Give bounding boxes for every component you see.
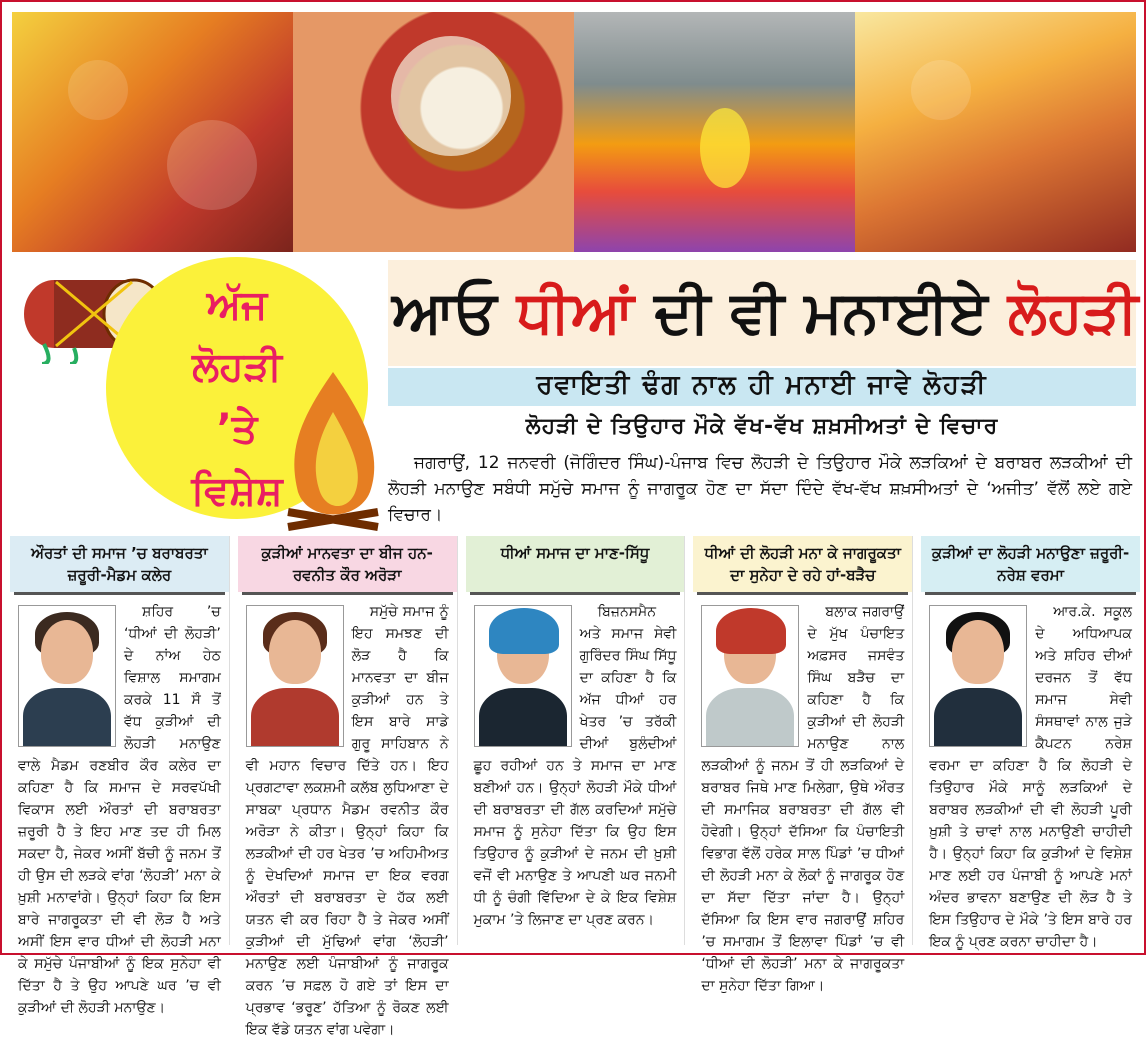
column-5	[921, 536, 1140, 950]
opinion-columns	[10, 536, 1140, 1038]
column-body: ਆਰ.ਕੇ. ਸਕੂਲ ਦੇ ਅਧਿਆਪਕ ਅਤੇ ਸ਼ਹਿਰ ਦੀਆਂ ਦਰਜਨ ਤੋਂ ਵੱਧ ਸਮਾਜ ਸੇਵੀ ਸੰਸਥਾਵਾਂ ਨਾਲ ਜੁੜੇ ਕੈਪਟਨ ਨਰੇਸ਼ ਵਰਮਾ ਦਾ ਕਹਿਣਾ ਹੈ ਕਿ ਲੋਹੜੀ ਦੇ ਤਿਉਹਾਰ ਮੌਕੇ ਸਾਨੂੰ ਲੜਕਿਆਂ ਦੇ ਬਰਾਬਰ ਲੜਕੀਆਂ ਦੀ ਵੀ ਲੋਹੜੀ ਪੂਰੀ ਖ਼ੁਸ਼ੀ ਤੇ ਚਾਵਾਂ ਨਾਲ ਮਨਾਉਣੀ ਚਾਹੀਦੀ ਹੈ। ਉਨ੍ਹਾਂ ਕਿਹਾ ਕਿ ਕੁੜੀਆਂ ਦੇ ਵਿਸ਼ੇਸ਼ ਮਾਣ ਲਈ ਹਰ ਪੰਜਾਬੀ ਨੂੰ ਆਪਣੇ ਮਨਾਂ ਅੰਦਰ ਭਾਵਨਾ ਬਣਾਉਣ ਦੀ ਲੋੜ ਹੈ ਤੇ ਇਸ ਤਿਉਹਾਰ ਦੇ ਮੌਕੇ ’ਤੇ ਇਸ ਬਾਰੇ ਹਰ ਇਕ ਨੂੰ ਪ੍ਰਣ ਕਰਨਾ ਚਾਹੀਦਾ ਹੈ।	[929, 604, 1132, 950]
column-body: ਸਮੁੱਚੇ ਸਮਾਜ ਨੂੰ ਇਹ ਸਮਝਣ ਦੀ ਲੋੜ ਹੈ ਕਿ ਮਾਨਵਤਾ ਦਾ ਬੀਜ ਕੁੜੀਆਂ ਹਨ ਤੇ ਇਸ ਬਾਰੇ ਸਾਡੇ ਗੁਰੂ ਸਾਹਿਬਾਨ ਨੇ ਵੀ ਮਹਾਨ ਵਿਚਾਰ ਦਿੱਤੇ ਹਨ। ਇਹ ਪ੍ਰਗਟਾਵਾ ਲਕਸ਼ਮੀ ਕਲੱਬ ਲੁਧਿਆਣਾ ਦੇ ਸਾਬਕਾ ਪ੍ਰਧਾਨ ਮੈਡਮ ਰਵਨੀਤ ਕੌਰ ਅਰੋੜਾ ਨੇ ਕੀਤਾ। ਉਨ੍ਹਾਂ ਕਿਹਾ ਕਿ ਲੜਕੀਆਂ ਦੀ ਹਰ ਖੇਤਰ ’ਚ ਅਹਿਮੀਅਤ ਨੂੰ ਦੇਖਦਿਆਂ ਸਮਾਜ ਦਾ ਇਕ ਵਰਗ ਔਰਤਾਂ ਦੀ ਬਰਾਬਰਤਾ ਦੇ ਹੱਕ ਲਈ ਯਤਨ ਵੀ ਕਰ ਰਿਹਾ ਹੈ ਤੇ ਜੇਕਰ ਅਸੀਂ ਕੁੜੀਆਂ ਦੀ ਮੁੱਢਿਆਂ ਵਾਂਗ ‘ਲੋਹੜੀ’ ਮਨਾਉਣ ਲਈ ਪੰਜਾਬੀਆਂ ਨੂੰ ਜਾਗਰੂਕ ਕਰਨ ’ਚ ਸਫ਼ਲ ਹੋ ਗਏ ਤਾਂ ਇਸ ਦਾ ਪ੍ਰਭਾਵ ‘ਭਰੂਣ’ ਹੱਤਿਆ ਨੂੰ ਰੋਕਣ ਲਈ ਇਕ ਵੱਡੇ ਯਤਨ ਵਾਂਗ ਪਵੇਗਾ।	[245, 604, 449, 1038]
headline-part-3: ਦੀ ਵੀ ਮਨਾਈਏ	[634, 278, 1008, 346]
column-1	[10, 536, 230, 1016]
subheadline: ਰਵਾਇਤੀ ਢੰਗ ਨਾਲ ਹੀ ਮਨਾਈ ਜਾਵੇ ਲੋਹੜੀ	[536, 370, 988, 400]
column-body: ਬਿਜ਼ਨਸਮੈਨ ਅਤੇ ਸਮਾਜ ਸੇਵੀ ਗੁਰਿੰਦਰ ਸਿੰਘ ਸਿੱਧੂ ਦਾ ਕਹਿਣਾ ਹੈ ਕਿ ਅੱਜ ਧੀਆਂ ਹਰ ਖੇਤਰ ’ਚ ਤਰੱਕੀ ਦੀਆਂ ਬੁਲੰਦੀਆਂ ਛੂਹ ਰਹੀਆਂ ਹਨ ਤੇ ਸਮਾਜ ਦਾ ਮਾਣ ਬਣੀਆਂ ਹਨ। ਉਨ੍ਹਾਂ ਲੋਹੜੀ ਮੌਕੇ ਧੀਆਂ ਦੀ ਬਰਾਬਰਤਾ ਦੀ ਗੱਲ ਕਰਦਿਆਂ ਸਮੁੱਚੇ ਸਮਾਜ ਨੂੰ ਸੁਨੇਹਾ ਦਿੱਤਾ ਕਿ ਉਹ ਇਸ ਤਿਉਹਾਰ ਨੂੰ ਕੁੜੀਆਂ ਦੇ ਜਨਮ ਦੀ ਖ਼ੁਸ਼ੀ ਵਜੋਂ ਵੀ ਮਨਾਉਣ ਤੇ ਆਪਣੀ ਘਰ ਜਨਮੀ ਧੀ ਨੂੰ ਚੰਗੀ ਵਿੱਦਿਆ ਦੇ ਕੇ ਇਕ ਵਿਸ਼ੇਸ਼ ਮੁਕਾਮ ’ਤੇ ਲਿਜਾਣ ਦਾ ਪ੍ਰਣ ਕਰਨ।	[473, 604, 677, 928]
portrait-photo	[474, 605, 572, 747]
column-heading: ਕੁੜੀਆਂ ਦਾ ਲੋਹੜੀ ਮਨਾਉਣਾ ਜ਼ਰੂਰੀ-ਨਰੇਸ਼ ਵਰਮਾ	[921, 536, 1140, 592]
bonfire-icon	[278, 362, 388, 532]
portrait-photo	[701, 605, 799, 747]
column-4	[693, 536, 913, 994]
badge-line-4: ਵਿਸ਼ੇਸ਼	[191, 468, 283, 514]
photo-peanuts-bowl	[293, 12, 574, 252]
deck-line: ਲੋਹੜੀ ਦੇ ਤਿਉਹਾਰ ਮੌਕੇ ਵੱਖ-ਵੱਖ ਸ਼ਖ਼ਸੀਅਤਾਂ ਦੇ ਵਿਚਾਰ	[525, 414, 999, 439]
column-heading: ਧੀਆਂ ਸਮਾਜ ਦਾ ਮਾਣ-ਸਿੱਧੂ	[466, 536, 685, 592]
headline-part-2: ਧੀਆਂ	[516, 278, 635, 346]
portrait-photo	[929, 605, 1027, 747]
intro-paragraph: ਜਗਰਾਉਂ, 12 ਜਨਵਰੀ (ਜੋਗਿੰਦਰ ਸਿੰਘ)-ਪੰਜਾਬ ਵਿਚ ਲੋਹੜੀ ਦੇ ਤਿਉਹਾਰ ਮੌਕੇ ਲੜਕਿਆਂ ਦੇ ਬਰਾਬਰ ਲੜਕੀਆਂ ਦੀ ਲੋਹੜੀ ਮਨਾਉਣ ਸਬੰਧੀ ਸਮੁੱਚੇ ਸਮਾਜ ਨੂੰ ਜਾਗਰੂਕ ਹੋਣ ਦਾ ਸੱਦਾ ਦਿੰਦੇ ਵੱਖ-ਵੱਖ ਸ਼ਖ਼ਸੀਅਤਾਂ ਦੇ ‘ਅਜੀਤ’ ਵੱਲੋਂ ਲਏ ਗਏ ਵਿਚਾਰ।	[388, 453, 1132, 525]
headline	[392, 272, 1139, 352]
badge-line-3: ’ਤੇ	[216, 406, 258, 452]
badge-line-2: ਲੋਹੜੀ	[192, 344, 282, 390]
photo-banner	[12, 12, 1136, 252]
column-heading: ਧੀਆਂ ਦੀ ਲੋਹੜੀ ਮਨਾ ਕੇ ਜਾਗਰੂਕਤਾ ਦਾ ਸੁਨੇਹਾ ਦੇ ਰਹੇ ਹਾਂ-ਬੜੈਚ	[693, 536, 912, 592]
column-3	[466, 536, 686, 945]
column-body: ਬਲਾਕ ਜਗਰਾਉਂ ਦੇ ਮੁੱਖ ਪੰਚਾਇਤ ਅਫ਼ਸਰ ਜਸਵੰਤ ਸਿੰਘ ਬੜੈਚ ਦਾ ਕਹਿਣਾ ਹੈ ਕਿ ਕੁੜੀਆਂ ਦੀ ਲੋਹੜੀ ਮਨਾਉਣ ਨਾਲ ਲੜਕੀਆਂ ਨੂੰ ਜਨਮ ਤੋਂ ਹੀ ਲੜਕਿਆਂ ਦੇ ਬਰਾਬਰ ਜਿਥੇ ਮਾਣ ਮਿਲੇਗਾ, ਉਥੇ ਔਰਤ ਦੀ ਸਮਾਜਿਕ ਬਰਾਬਰਤਾ ਦੀ ਗੱਲ ਵੀ ਹੋਵੇਗੀ। ਉਨ੍ਹਾਂ ਦੱਸਿਆ ਕਿ ਪੰਚਾਇਤੀ ਵਿਭਾਗ ਵੱਲੋਂ ਹਰੇਕ ਸਾਲ ਪਿੰਡਾਂ ’ਚ ਧੀਆਂ ਦੀ ਲੋਹੜੀ ਮਨਾ ਕੇ ਲੋਕਾਂ ਨੂੰ ਜਾਗਰੂਕ ਹੋਣ ਦਾ ਸੱਦਾ ਦਿੱਤਾ ਜਾਂਦਾ ਹੈ। ਉਨ੍ਹਾਂ ਦੱਸਿਆ ਕਿ ਇਸ ਵਾਰ ਜਗਰਾਉਂ ਸ਼ਹਿਰ ’ਚ ਸਮਾਗਮ ਤੋਂ ਇਲਾਵਾ ਪਿੰਡਾਂ ’ਚ ਵੀ ‘ਧੀਆਂ ਦੀ ਲੋਹੜੀ’ ਮਨਾ ਕੇ ਜਾਗਰੂਕਤਾ ਦਾ ਸੁਨੇਹਾ ਦਿੱਤਾ ਗਿਆ।	[701, 604, 905, 994]
column-2	[238, 536, 458, 1038]
photo-dancer	[855, 12, 1136, 252]
portrait-photo	[246, 605, 344, 747]
column-heading: ਔਰਤਾਂ ਦੀ ਸਮਾਜ ’ਚ ਬਰਾਬਰਤਾ ਜ਼ਰੂਰੀ-ਮੈਡਮ ਕਲੇਰ	[10, 536, 229, 592]
badge-line-1: ਅੱਜ	[206, 282, 268, 328]
column-body: ਸ਼ਹਿਰ ’ਚ ‘ਧੀਆਂ ਦੀ ਲੋਹੜੀ’ ਦੇ ਨਾਂਅ ਹੇਠ ਵਿਸ਼ਾਲ ਸਮਾਗਮ ਕਰਕੇ 11 ਸੌ ਤੋਂ ਵੱਧ ਕੁੜੀਆਂ ਦੀ ਲੋਹੜੀ ਮਨਾਉਣ ਵਾਲੇ ਮੈਡਮ ਰਣਬੀਰ ਕੌਰ ਕਲੇਰ ਦਾ ਕਹਿਣਾ ਹੈ ਕਿ ਸਮਾਜ ਦੇ ਸਰਵਪੱਖੀ ਵਿਕਾਸ ਲਈ ਔਰਤਾਂ ਦੀ ਬਰਾਬਰਤਾ ਜ਼ਰੂਰੀ ਹੈ ਤੇ ਇਹ ਮਾਣ ਤਦ ਹੀ ਮਿਲ ਸਕਦਾ ਹੈ, ਜੇਕਰ ਅਸੀਂ ਬੱਚੀ ਨੂੰ ਜਨਮ ਤੋਂ ਹੀ ਉਸ ਦੀ ਲੜਕੇ ਵਾਂਗ ‘ਲੋਹੜੀ’ ਮਨਾ ਕੇ ਖ਼ੁਸ਼ੀ ਮਨਾਵਾਂਗੇ। ਉਨ੍ਹਾਂ ਕਿਹਾ ਕਿ ਇਸ ਬਾਰੇ ਜਾਗਰੂਕਤਾ ਦੀ ਵੀ ਲੋੜ ਹੈ ਅਤੇ ਅਸੀਂ ਇਸ ਵਾਰ ਧੀਆਂ ਦੀ ਲੋਹੜੀ ਮਨਾ ਕੇ ਸਮੁੱਚੇ ਪੰਜਾਬੀਆਂ ਨੂੰ ਇਕ ਸੁਨੇਹਾ ਵੀ ਦਿੱਤਾ ਹੈ ਤੇ ਉਹ ਆਪਣੇ ਘਰ ’ਚ ਵੀ ਕੁੜੀਆਂ ਦੀ ਲੋਹੜੀ ਮਨਾਉਣ।	[18, 604, 221, 1016]
column-heading: ਕੁੜੀਆਂ ਮਾਨਵਤਾ ਦਾ ਬੀਜ ਹਨ-ਰਵਨੀਤ ਕੌਰ ਅਰੋੜਾ	[238, 536, 457, 592]
headline-part-4: ਲੋਹੜੀ	[1007, 278, 1139, 346]
photo-bonfire	[574, 12, 855, 252]
headline-part-1: ਆਓ	[392, 278, 517, 346]
photo-girls-dancing	[12, 12, 293, 252]
portrait-photo	[18, 605, 116, 747]
